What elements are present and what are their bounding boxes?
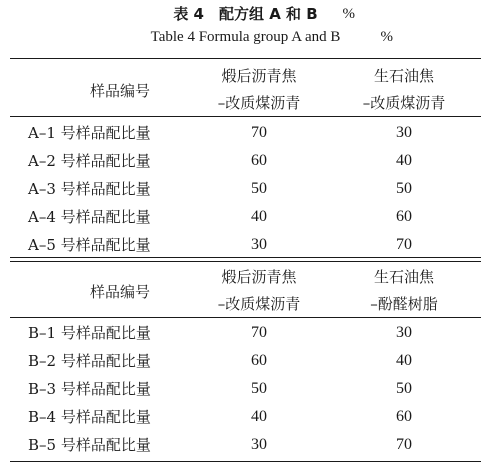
header-b-sample-id: 样品编号 bbox=[89, 283, 150, 301]
row-value-col2: 50 bbox=[251, 380, 267, 397]
header-a-col2-line1: 煅后沥青焦 bbox=[221, 67, 297, 85]
row-label: B–4 号样品配比量 bbox=[28, 408, 151, 426]
table-title-en: Table 4 Formula group A and B bbox=[150, 29, 341, 45]
header-a-col2-line2: –改质煤沥青 bbox=[217, 94, 301, 112]
row-value-col2: 60 bbox=[251, 152, 267, 169]
row-label: A–3 号样品配比量 bbox=[28, 180, 151, 198]
row-value-col2: 70 bbox=[251, 124, 267, 141]
row-value-col2: 60 bbox=[251, 352, 267, 369]
row-value-col3: 70 bbox=[396, 236, 412, 253]
row-value-col2: 30 bbox=[251, 236, 267, 253]
row-value-col3: 70 bbox=[396, 436, 412, 453]
header-b-col2-line2: –改质煤沥青 bbox=[217, 295, 301, 313]
header-b-col3-line1: 生石油焦 bbox=[373, 268, 434, 286]
row-label: A–1 号样品配比量 bbox=[28, 124, 151, 142]
row-label: A–2 号样品配比量 bbox=[28, 152, 151, 170]
row-value-col3: 60 bbox=[396, 408, 412, 425]
row-label: B–1 号样品配比量 bbox=[28, 324, 151, 342]
row-value-col2: 50 bbox=[251, 180, 267, 197]
row-value-col2: 70 bbox=[251, 324, 267, 341]
header-b-col3-line2: –酚醛树脂 bbox=[370, 295, 438, 313]
row-value-col3: 50 bbox=[396, 380, 412, 397]
row-value-col2: 40 bbox=[251, 408, 267, 425]
row-value-col3: 60 bbox=[396, 208, 412, 225]
header-a-col3-line1: 生石油焦 bbox=[373, 67, 434, 85]
row-value-col2: 40 bbox=[251, 208, 267, 225]
row-value-col3: 30 bbox=[396, 324, 412, 341]
table-unit-cn: % bbox=[342, 6, 355, 22]
table-caption-english bbox=[0, 27, 491, 47]
header-b-rule bbox=[10, 317, 481, 318]
group-divider-rule-upper bbox=[10, 257, 481, 258]
row-value-col2: 30 bbox=[251, 436, 267, 453]
table-caption-chinese bbox=[0, 4, 491, 24]
header-a-sample-id: 样品编号 bbox=[89, 82, 150, 100]
row-label: A–5 号样品配比量 bbox=[28, 236, 151, 254]
row-value-col3: 50 bbox=[396, 180, 412, 197]
table-bottom-rule bbox=[10, 461, 481, 462]
table-unit-en: % bbox=[380, 29, 393, 45]
header-a-col3-line2: –改质煤沥青 bbox=[362, 94, 446, 112]
row-label: B–2 号样品配比量 bbox=[28, 352, 151, 370]
row-label: B–5 号样品配比量 bbox=[28, 436, 151, 454]
row-value-col3: 30 bbox=[396, 124, 412, 141]
row-value-col3: 40 bbox=[396, 152, 412, 169]
table-top-rule bbox=[10, 58, 481, 59]
header-b-col2-line1: 煅后沥青焦 bbox=[221, 268, 297, 286]
row-label: B–3 号样品配比量 bbox=[28, 380, 151, 398]
header-a-rule bbox=[10, 116, 481, 117]
table-title-cn: 表 4 配方组 A 和 B bbox=[173, 5, 318, 23]
row-value-col3: 40 bbox=[396, 352, 412, 369]
group-divider-rule-lower bbox=[10, 261, 481, 262]
row-label: A–4 号样品配比量 bbox=[28, 208, 151, 226]
